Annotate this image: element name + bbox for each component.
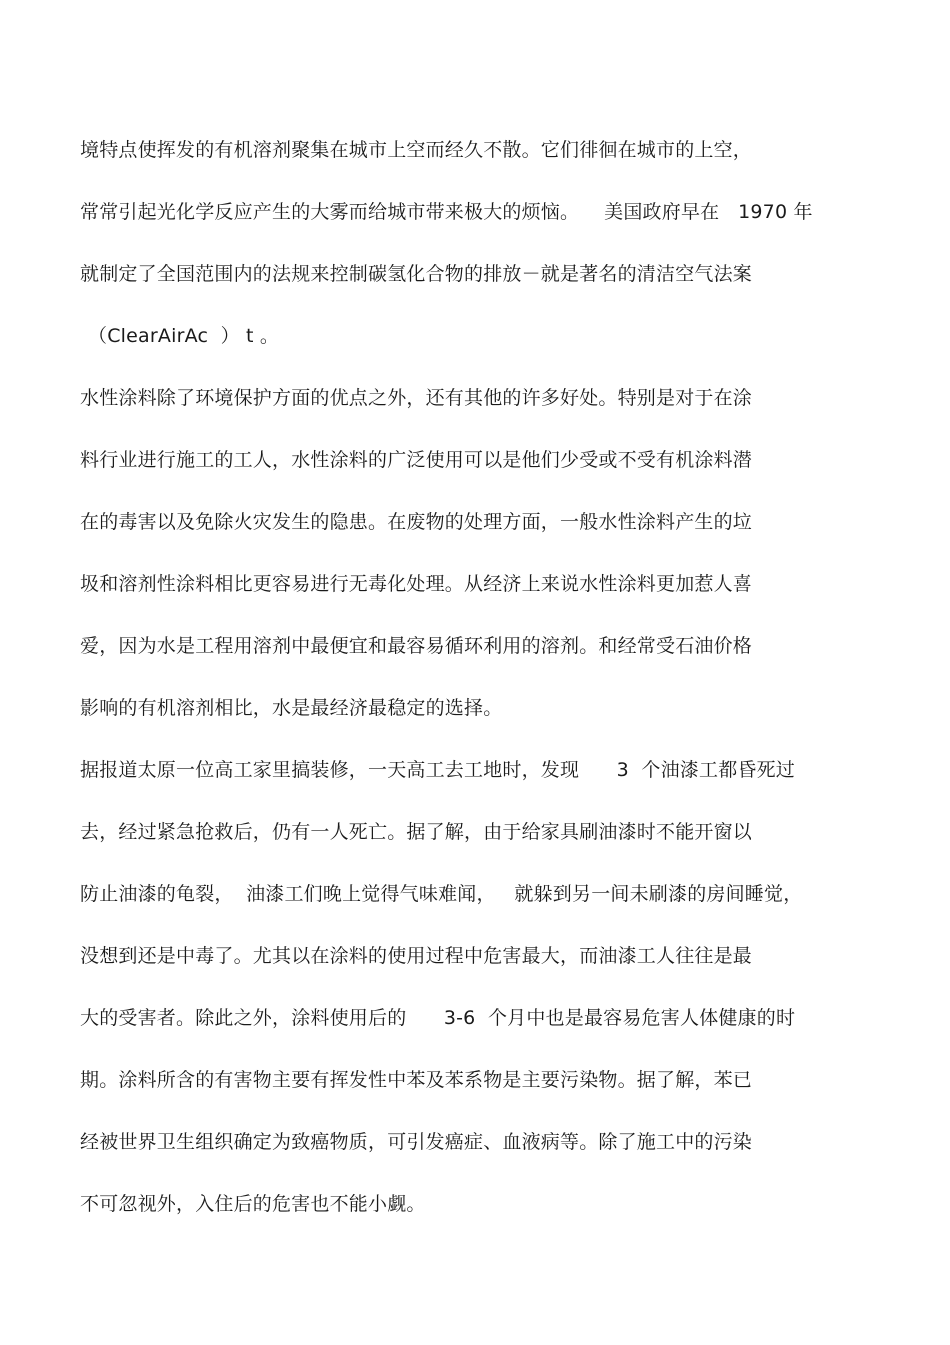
text-line: 不可忽视外，入住后的危害也不能小觑。 [80,1193,426,1215]
text-line: 在的毒害以及免除火灾发生的隐患。在废物的处理方面，一般水性涂料产生的垃 [80,511,753,533]
text-line: 影响的有机溶剂相比，水是最经济最稳定的选择。 [80,697,503,719]
text-line: 常常引起光化学反应产生的大雾而给城市带来极大的烦恼。 美国政府早在 1970 年 [80,201,813,223]
text-line: 没想到还是中毒了。尤其以在涂料的使用过程中危害最大，而油漆工人往往是最 [80,945,753,967]
text-line: 就制定了全国范围内的法规来控制碳氢化合物的排放－就是著名的清洁空气法案 [80,263,753,285]
text-line: 去，经过紧急抢救后，仍有一人死亡。据了解，由于给家具刷油漆时不能开窗以 [80,821,753,843]
text-line: 防止油漆的龟裂， 油漆工们晚上觉得气味难闻， 就躲到另一间未刷漆的房间睡觉， [80,883,803,905]
text-line: 期。涂料所含的有害物主要有挥发性中苯及苯系物是主要污染物。据了解，苯已 [80,1069,753,1091]
text-line: 水性涂料除了环境保护方面的优点之外，还有其他的许多好处。特别是对于在涂 [80,387,753,409]
text-line: 大的受害者。除此之外，涂料使用后的 3-6 个月中也是最容易危害人体健康的时 [80,1007,796,1029]
text-line: 料行业进行施工的工人，水性涂料的广泛使用可以是他们少受或不受有机涂料潜 [80,449,753,471]
text-line: 圾和溶剂性涂料相比更容易进行无毒化处理。从经济上来说水性涂料更加惹人喜 [80,573,753,595]
text-line: 经被世界卫生组织确定为致癌物质，可引发癌症、血液病等。除了施工中的污染 [80,1131,753,1153]
text-line: 据报道太原一位高工家里搞装修，一天高工去工地时，发现 3 个油漆工都昏死过 [80,759,796,781]
text-line: 爱，因为水是工程用溶剂中最便宜和最容易循环利用的溶剂。和经常受石油价格 [80,635,753,657]
text-line: 境特点使挥发的有机溶剂聚集在城市上空而经久不散。它们徘徊在城市的上空， [80,139,753,161]
text-line: （ClearAirAc ） t 。 [88,325,280,347]
